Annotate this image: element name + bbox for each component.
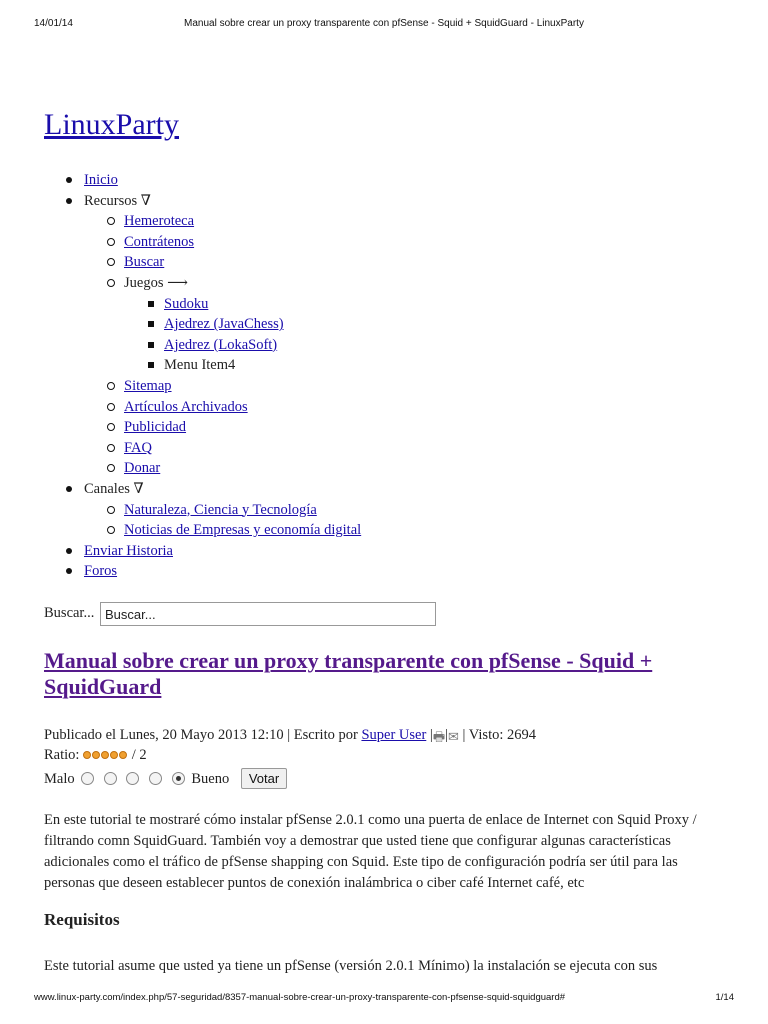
menu-item-inicio	[44, 170, 724, 191]
menu-item-donar	[44, 458, 724, 479]
circle-bullet-icon	[107, 238, 115, 246]
menu-item-recursos	[44, 191, 724, 212]
menu-link-faq[interactable]: FAQ	[124, 439, 152, 456]
disc-bullet-icon	[66, 486, 72, 492]
requirements-heading: Requisitos	[44, 910, 120, 929]
article-title-link[interactable]: Manual sobre crear un proxy transparente con pfSense - Squid + SquidGuard	[44, 648, 653, 699]
menu-link-hemeroteca[interactable]: Hemeroteca	[124, 213, 195, 230]
vote-form	[44, 768, 287, 792]
square-bullet-icon	[148, 321, 154, 327]
requirements-text: Este tutorial asume que usted ya tiene un pfSense (versión 2.0.1 Mínimo) la instalación se ejecuta con sus	[44, 958, 658, 974]
star-icon	[92, 751, 100, 759]
menu-item-ajedrez-javachess	[44, 314, 724, 335]
menu-item-naturaleza	[44, 500, 724, 521]
menu-label-canales[interactable]: Canales ∇	[84, 480, 144, 497]
menu-item-ajedrez-lokasoft	[44, 335, 724, 356]
author-link[interactable]: Super User	[361, 727, 427, 743]
circle-bullet-icon	[107, 217, 115, 225]
circle-bullet-icon	[107, 506, 115, 514]
menu-link-articulos-archivados[interactable]: Artículos Archivados	[124, 398, 248, 415]
menu-link-contratenos[interactable]: Contrátenos	[124, 233, 195, 250]
vote-label-high: Bueno	[191, 771, 230, 787]
circle-bullet-icon	[107, 526, 115, 534]
menu-item-publicidad	[44, 417, 724, 438]
menu-label-menu-item4[interactable]: Menu Item4	[164, 357, 236, 374]
menu-item-juegos	[44, 273, 724, 294]
circle-bullet-icon	[107, 423, 115, 431]
vote-radio-3[interactable]	[126, 772, 139, 785]
circle-bullet-icon	[107, 444, 115, 452]
square-bullet-icon	[148, 342, 154, 348]
menu-link-donar[interactable]: Donar	[124, 460, 161, 477]
menu-link-publicidad[interactable]: Publicidad	[124, 419, 187, 436]
submenu-canales	[44, 500, 724, 541]
print-url: www.linux-party.com/index.php/57-seguridad/8357-manual-sobre-crear-un-proxy-transparente-con-pfsense-squid-squidguard#	[34, 992, 566, 1003]
menu-link-sudoku[interactable]: Sudoku	[164, 295, 209, 312]
print-date: 14/01/14	[34, 18, 73, 29]
article-intro: En este tutorial te mostraré cómo instalar pfSense 2.0.1 como una puerta de enlace de Internet con Squid Proxy / filtrando comn SquidGuard. También voy a demostrar que usted tiene que configurar algunas características adicionales como el tráfico de pfSense shapping con Squid. Este tipo de configuración podría ser útil para las personas que deseen establecer puntos de conexión inalámbrica o ciber café Internet café, etc	[44, 812, 697, 891]
vote-radio-1[interactable]	[81, 772, 94, 785]
search-label: Buscar...	[44, 605, 95, 621]
publish-info: Publicado el Lunes, 20 Mayo 2013 12:10 | Escrito por	[44, 727, 358, 743]
email-icon[interactable]: ✉	[448, 729, 459, 744]
rating-suffix: / 2	[131, 747, 147, 763]
menu-label-juegos[interactable]: Juegos ⟶	[124, 274, 188, 291]
menu-item-sudoku	[44, 294, 724, 315]
circle-bullet-icon	[107, 258, 115, 266]
article-meta	[44, 725, 536, 747]
square-bullet-icon	[148, 362, 154, 368]
star-icon	[110, 751, 118, 759]
disc-bullet-icon	[66, 177, 72, 183]
circle-bullet-icon	[107, 382, 115, 390]
menu-item-menu-item4	[44, 355, 724, 376]
vote-button[interactable]: Votar	[241, 768, 287, 789]
circle-bullet-icon	[107, 403, 115, 411]
menu-link-naturaleza[interactable]: Naturaleza, Ciencia y Tecnología	[124, 501, 317, 518]
submenu-recursos	[44, 211, 724, 479]
site-title-link[interactable]: LinuxParty	[44, 108, 179, 141]
print-header	[0, 18, 768, 32]
menu-link-ajedrez-lokasoft[interactable]: Ajedrez (LokaSoft)	[164, 336, 278, 353]
menu-link-enviar-historia[interactable]: Enviar Historia	[84, 542, 173, 559]
submenu-juegos	[44, 294, 724, 376]
menu-link-sitemap[interactable]: Sitemap	[124, 377, 172, 394]
print-footer	[0, 992, 768, 1006]
menu-label-recursos[interactable]: Recursos ∇	[84, 192, 151, 209]
main-menu	[44, 170, 724, 582]
search-input[interactable]	[100, 602, 436, 626]
menu-item-articulos	[44, 397, 724, 418]
meta-separator: |	[429, 727, 433, 743]
meta-separator: |	[445, 727, 448, 743]
menu-item-faq	[44, 438, 724, 459]
menu-item-foros	[44, 561, 724, 582]
star-icon	[83, 751, 91, 759]
vote-label-low: Malo	[44, 771, 75, 787]
vote-radio-4[interactable]	[149, 772, 162, 785]
menu-link-noticias[interactable]: Noticias de Empresas y economía digital	[124, 522, 362, 539]
menu-item-buscar	[44, 252, 724, 273]
menu-link-inicio[interactable]: Inicio	[84, 172, 118, 188]
menu-link-foros[interactable]: Foros	[84, 563, 118, 580]
disc-bullet-icon	[66, 548, 72, 554]
print-icon[interactable]: 🖶	[432, 729, 446, 744]
rating-stars	[83, 745, 128, 765]
menu-item-canales	[44, 479, 724, 500]
view-count: | Visto: 2694	[462, 727, 537, 743]
vote-radio-2[interactable]	[104, 772, 117, 785]
rating-label: Ratio:	[44, 747, 80, 763]
menu-item-sitemap	[44, 376, 724, 397]
menu-link-buscar[interactable]: Buscar	[124, 254, 165, 271]
disc-bullet-icon	[66, 568, 72, 574]
vote-radio-5[interactable]	[172, 772, 185, 785]
menu-link-ajedrez-javachess[interactable]: Ajedrez (JavaChess)	[164, 316, 284, 333]
menu-item-noticias	[44, 520, 724, 541]
rating-row	[44, 745, 147, 765]
circle-bullet-icon	[107, 279, 115, 287]
menu-item-enviar	[44, 541, 724, 562]
star-icon	[101, 751, 109, 759]
disc-bullet-icon	[66, 198, 72, 204]
square-bullet-icon	[148, 301, 154, 307]
star-icon	[119, 751, 127, 759]
menu-item-hemeroteca	[44, 211, 724, 232]
print-page-title: Manual sobre crear un proxy transparente con pfSense - Squid + SquidGuard - LinuxParty	[184, 18, 584, 29]
circle-bullet-icon	[107, 464, 115, 472]
menu-item-contratenos	[44, 232, 724, 253]
print-page-number: 1/14	[715, 992, 734, 1003]
